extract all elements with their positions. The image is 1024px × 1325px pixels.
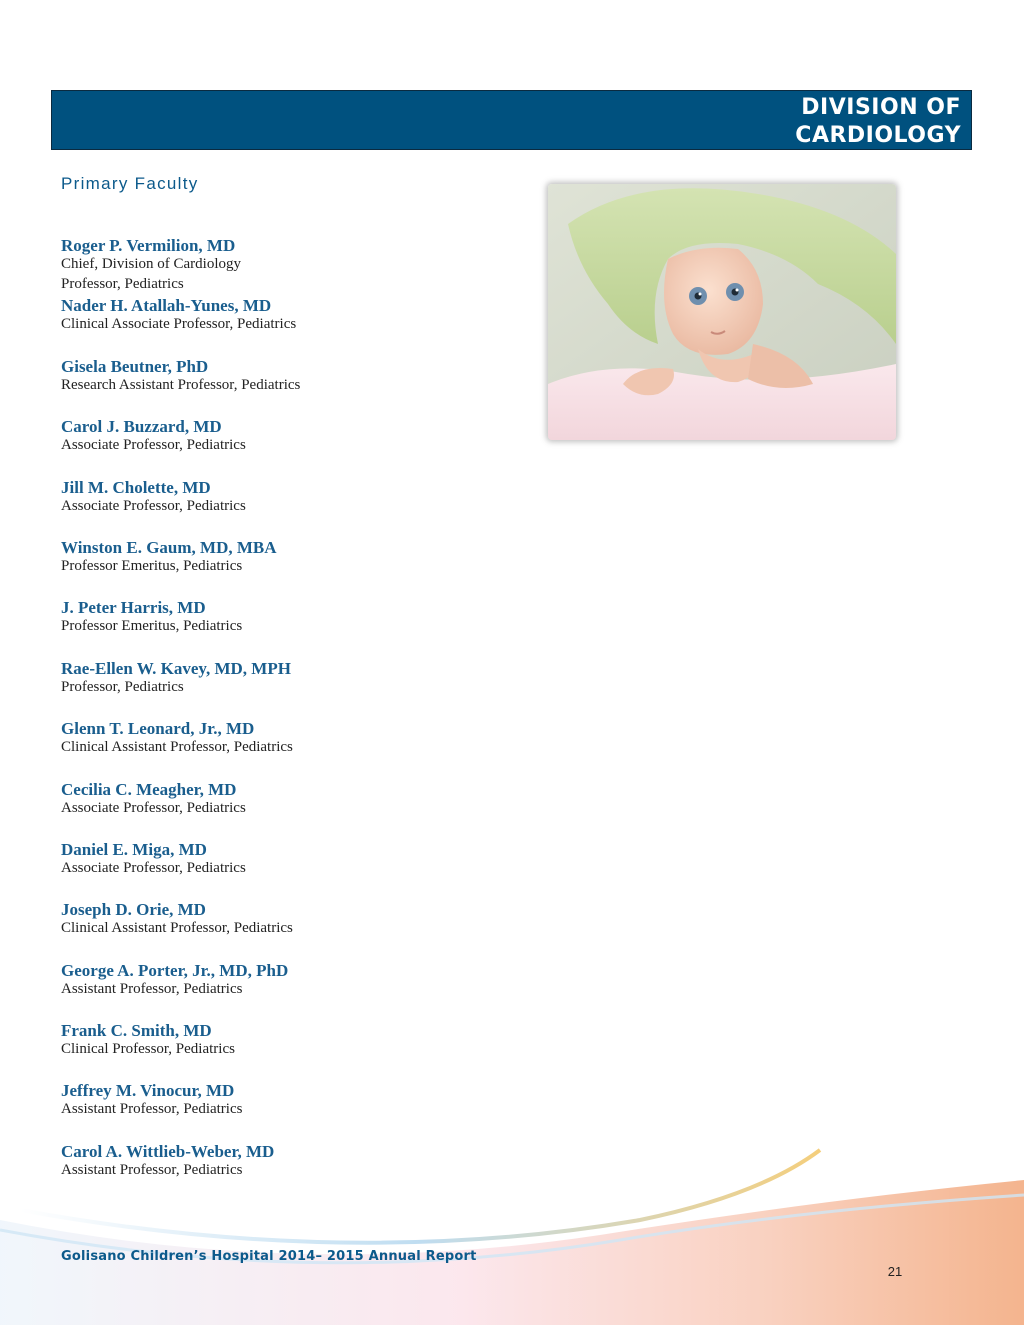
faculty-name: Daniel E. Miga, MD xyxy=(61,839,207,859)
faculty-title: Associate Professor, Pediatrics xyxy=(61,859,246,876)
faculty-title: Associate Professor, Pediatrics xyxy=(61,497,246,514)
faculty-name: Jeffrey M. Vinocur, MD xyxy=(61,1081,235,1101)
faculty-name: Roger P. Vermilion, MD xyxy=(61,236,236,255)
faculty-member xyxy=(61,598,501,658)
division-title-line2: CARDIOLOGY xyxy=(795,123,961,148)
faculty-title: Clinical Assistant Professor, Pediatrics xyxy=(61,920,293,937)
faculty-member xyxy=(61,1081,501,1141)
faculty-title: Associate Professor, Pediatrics xyxy=(61,799,246,816)
faculty-title: Professor, Pediatrics xyxy=(61,678,184,695)
faculty-title: Chief, Division of Cardiology xyxy=(61,256,241,272)
faculty-member xyxy=(61,719,501,779)
faculty-member xyxy=(61,840,501,900)
faculty-name: Jill M. Cholette, MD xyxy=(61,477,211,497)
faculty-name: Carol J. Buzzard, MD xyxy=(61,417,222,437)
faculty-list xyxy=(61,236,501,1202)
faculty-title: Clinical Associate Professor, Pediatrics xyxy=(61,316,297,333)
baby-photo xyxy=(548,184,896,440)
faculty-name: Cecilia C. Meagher, MD xyxy=(61,779,237,799)
faculty-title: Assistant Professor, Pediatrics xyxy=(61,980,243,997)
faculty-member xyxy=(61,417,501,477)
faculty-member xyxy=(61,296,501,356)
faculty-member xyxy=(61,478,501,538)
faculty-title: Associate Professor, Pediatrics xyxy=(61,437,246,454)
faculty-title: Research Assistant Professor, Pediatrics xyxy=(61,376,301,393)
faculty-name: Gisela Beutner, PhD xyxy=(61,356,209,376)
faculty-member xyxy=(61,357,501,417)
page-number: 21 xyxy=(887,1264,903,1279)
faculty-title: Professor, Pediatrics xyxy=(61,275,184,292)
footer-report-title: Golisano Children’s Hospital 2014– 2015 Annual Report xyxy=(61,1249,477,1264)
baby-photo-illustration xyxy=(548,184,896,440)
faculty-name: Joseph D. Orie, MD xyxy=(61,900,206,920)
faculty-title: Professor Emeritus, Pediatrics xyxy=(61,618,243,635)
faculty-name: Nader H. Atallah-Yunes, MD xyxy=(61,296,272,316)
faculty-title: Clinical Assistant Professor, Pediatrics xyxy=(61,739,293,756)
faculty-name: Carol A. Wittlieb-Weber, MD xyxy=(61,1141,275,1161)
faculty-member xyxy=(61,1021,501,1081)
division-title-line1: DIVISION OF xyxy=(801,95,961,120)
faculty-name: Rae-Ellen W. Kavey, MD, MPH xyxy=(61,658,291,678)
division-title xyxy=(795,94,961,150)
faculty-member xyxy=(61,900,501,960)
section-heading: Primary Faculty xyxy=(61,174,199,193)
faculty-member xyxy=(61,659,501,719)
faculty-title: Clinical Professor, Pediatrics xyxy=(61,1041,235,1058)
division-header-banner xyxy=(51,90,972,150)
footer-decorative-swoosh xyxy=(0,1140,1024,1325)
faculty-member xyxy=(61,236,501,296)
faculty-name: George A. Porter, Jr., MD, PhD xyxy=(61,960,289,980)
faculty-name: Frank C. Smith, MD xyxy=(61,1021,212,1041)
faculty-title: Assistant Professor, Pediatrics xyxy=(61,1101,243,1118)
faculty-name: Glenn T. Leonard, Jr., MD xyxy=(61,719,255,739)
faculty-member xyxy=(61,780,501,840)
faculty-name: Winston E. Gaum, MD, MBA xyxy=(61,537,277,557)
faculty-member xyxy=(61,538,501,598)
faculty-title: Assistant Professor, Pediatrics xyxy=(61,1161,243,1178)
faculty-name: J. Peter Harris, MD xyxy=(61,598,206,618)
faculty-title: Professor Emeritus, Pediatrics xyxy=(61,557,243,574)
faculty-member xyxy=(61,961,501,1021)
